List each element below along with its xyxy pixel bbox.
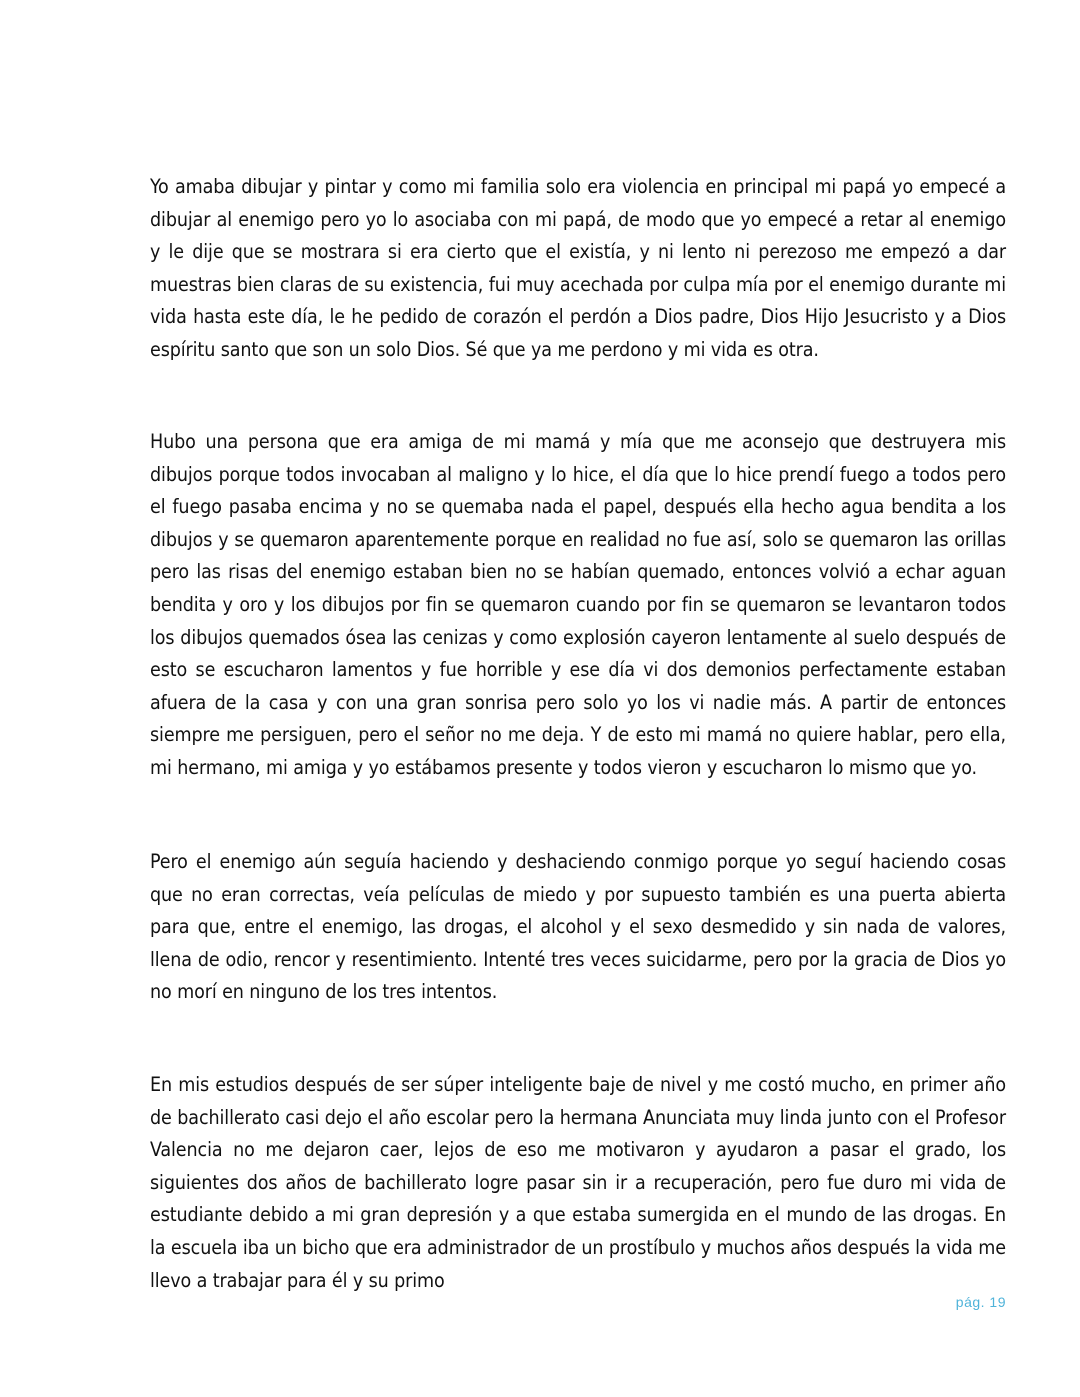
paragraph-3: Pero el enemigo aún seguía haciendo y deshaciendo conmigo porque yo seguí haciendo cosas que no eran correctas, veía películas de miedo y por supuesto también es una puerta abierta para que, entre el enemigo, las drogas, el alcohol y el sexo desmedido y sin nada de valores, llena de odio, rencor y resentimiento. Intenté tres veces suicidarme, pero por la gracia de Dios yo no morí en ninguno de los tres intentos. <box>150 850 1006 1004</box>
page-number: pág. 19 <box>955 1294 1006 1310</box>
paragraph-1: Yo amaba dibujar y pintar y como mi familia solo era violencia en principal mi papá yo empecé a dibujar al enemigo pero yo lo asociaba con mi papá, de modo que yo empecé a retar al enemigo y le dije que se mostrara si era cierto que el existía, y ni lento ni perezoso me empezó a dar muestras bien claras de su existencia, fui muy acechada por culpa mía por el enemigo durante mi vida hasta este día, le he pedido de corazón el perdón a Dios padre, Dios Hijo Jesucristo y a Dios espíritu santo que son un solo Dios. Sé que ya me perdono y mi vida es otra. <box>150 175 1006 361</box>
paragraph-4: En mis estudios después de ser súper inteligente baje de nivel y me costó mucho, en primer año de bachillerato casi dejo el año escolar pero la hermana Anunciata muy linda junto con el Profesor Valencia no me dejaron caer, lejos de eso me motivaron y ayudaron a pasar el grado, los siguientes dos años de bachillerato logre pasar sin ir a recuperación, pero fue duro mi vida de estudiante debido a mi gran depresión y a que estaba sumergida en el mundo de las drogas. En la escuela iba un bicho que era administrador de un prostíbulo y muchos años después la vida me llevo a trabajar para él y su primo <box>150 1073 1006 1292</box>
paragraph-2: Hubo una persona que era amiga de mi mamá y mía que me aconsejo que destruyera mis dibujos porque todos invocaban al maligno y lo hice, el día que lo hice prendí fuego a todos pero el fuego pasaba encima y no se quemaba nada el papel, después ella hecho agua bendita a los dibujos y se quemaron aparentemente porque en realidad no fue así, solo se quemaron las orillas pero las risas del enemigo estaban bien no se habían quemado, entonces volvió a echar aguan bendita y oro y los dibujos por fin se quemaron cuando por fin se quemaron se levantaron todos los dibujos quemados ósea las cenizas y como explosión cayeron lentamente al suelo después de esto se escucharon lamentos y fue horrible y ese día vi dos demonios perfectamente estaban afuera de la casa y con una gran sonrisa pero solo yo los vi nadie más. A partir de entonces siempre me persiguen, pero el señor no me deja. Y de esto mi mamá no quiere hablar, pero ella, mi hermano, mi amiga y yo estábamos presente y todos vieron y escucharon lo mismo que yo. <box>150 430 1006 779</box>
